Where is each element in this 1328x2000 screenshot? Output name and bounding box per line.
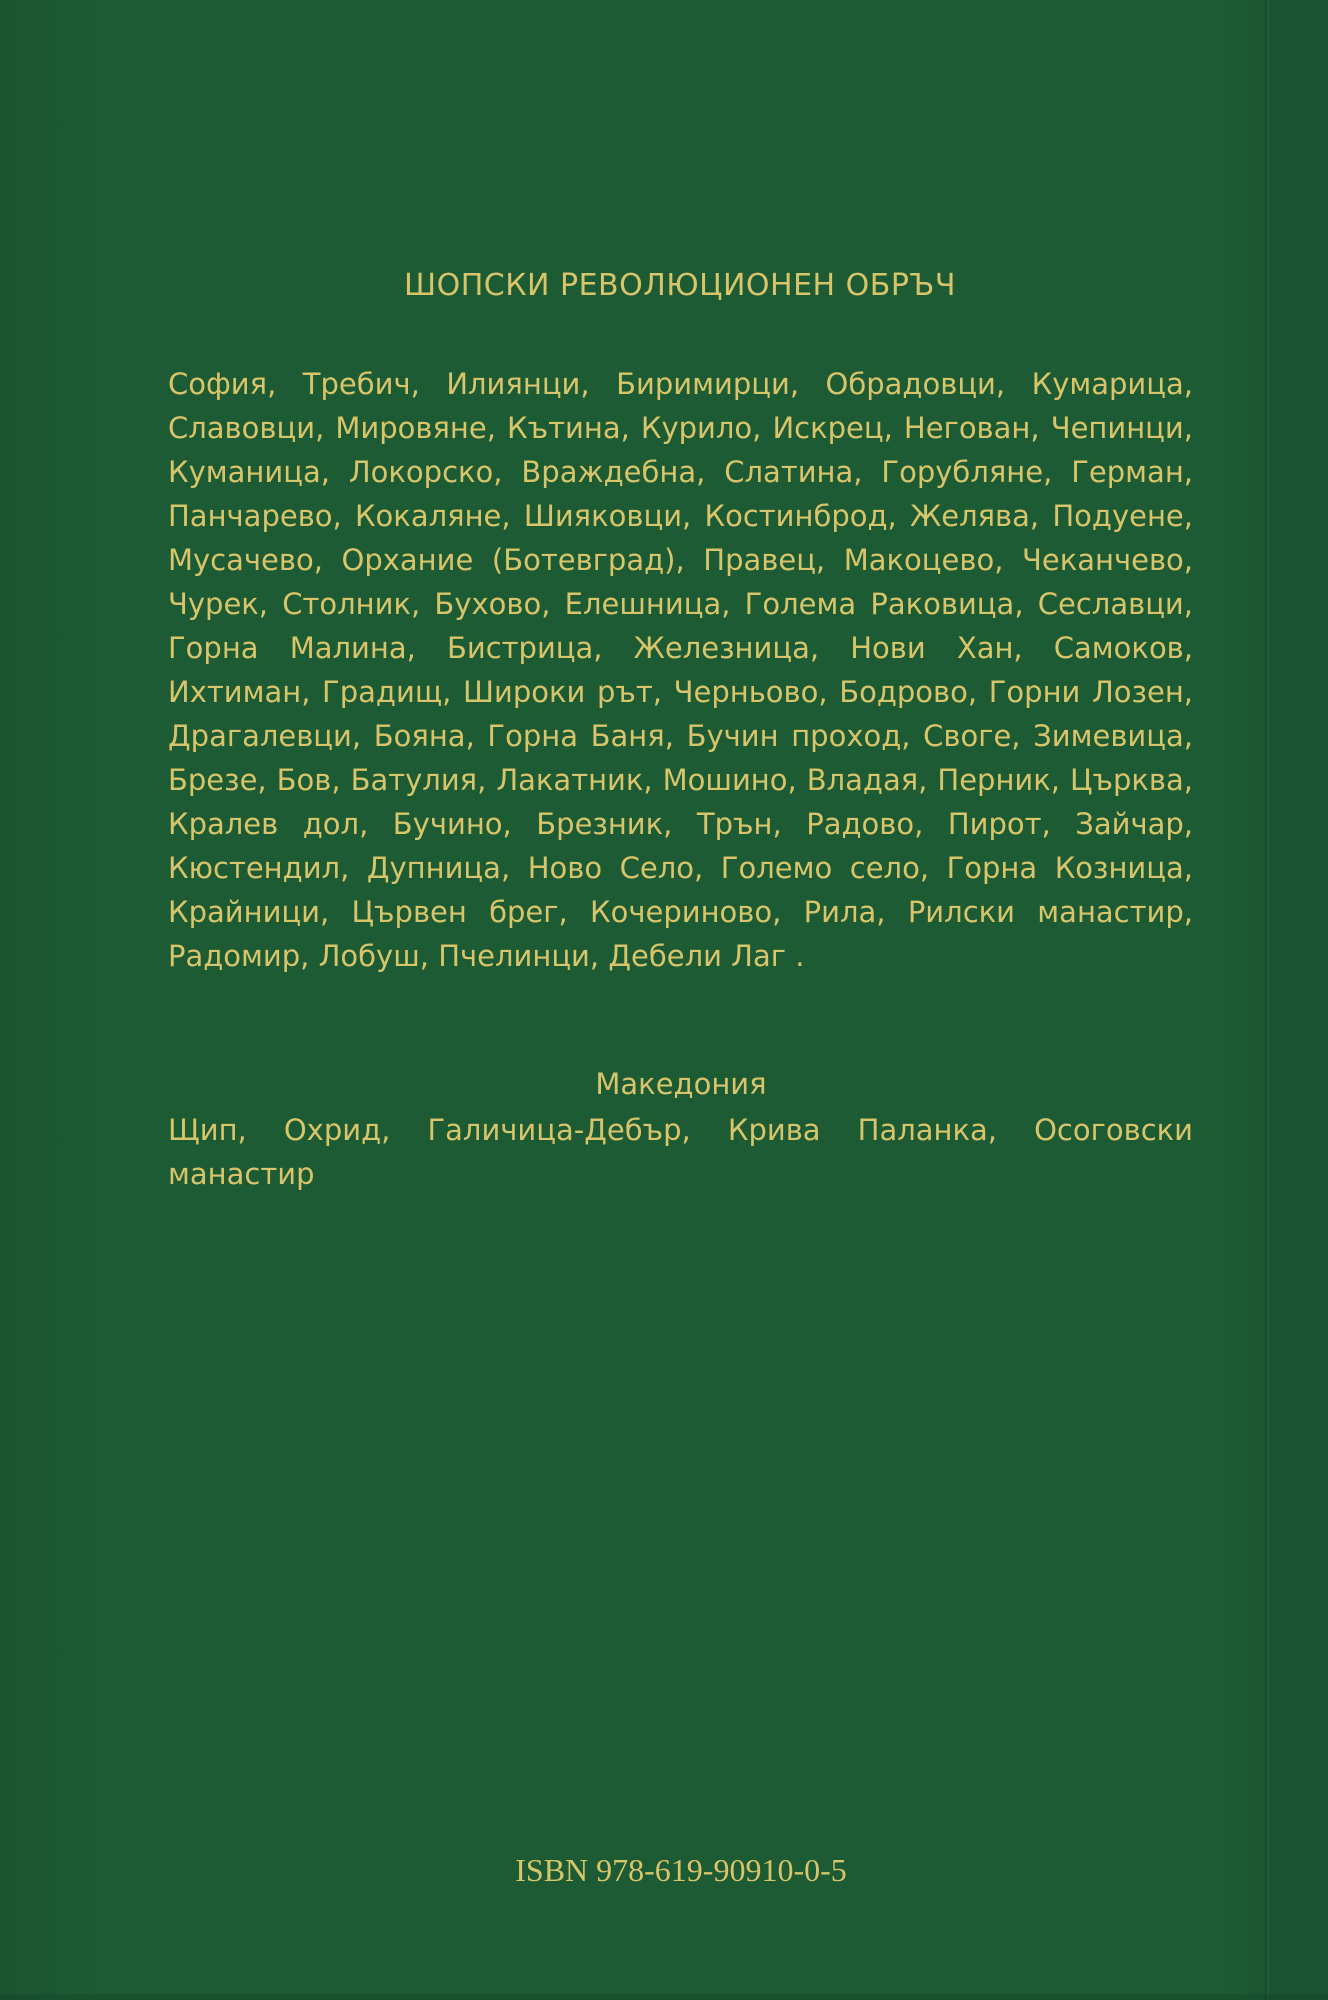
region-places-list: Щип, Охрид, Галичица-Дебър, Крива Паланка, Осоговски манастир: [168, 1113, 1193, 1191]
isbn-label: ISBN 978-619-90910-0-5: [515, 1852, 847, 1888]
cover-bottom-edge: [0, 1994, 1328, 2000]
places-list: София, Требич, Илиянци, Биримирци, Обрадовци, Кумарица, Славовци, Мировяне, Кътина, Курило, Искрец, Негован, Чепинци, Куманица, Локорско, Враждебна, Слатина, Горубляне, Герман, Панчарево, Кокаляне, Шияковци, Костинброд, Желява, Подуене, Мусачево, Орхание (Ботевград), Правец, Макоцево, Чеканчево, Чурек, Столник, Бухово, Елешница, Голема Раковица, Сеславци, Горна Малина, Бистрица, Железница, Нови Хан, Самоков, Ихтиман, Градищ, Широки рът, Черньово, Бодрово, Горни Лозен, Драгалевци, Бояна, Горна Баня, Бучин проход, Своге, Зимевица, Брезе, Бов, Батулия, Лакатник, Мошино, Владая, Перник, Църква, Кралев дол, Бучино, Брезник, Трън, Радово, Пирот, Зайчар, Кюстендил, Дупница, Ново Село, Големо село, Горна Козница, Крайници, Цървен брег, Кочериново, Рила, Рилски манастир, Радомир, Лобуш, Пчелинци, Дебели Лаг .: [168, 367, 1193, 973]
region-heading: Македония: [595, 1067, 767, 1101]
cover-title: ШОПСКИ РЕВОЛЮЦИОНЕН ОБРЪЧ: [404, 268, 956, 303]
